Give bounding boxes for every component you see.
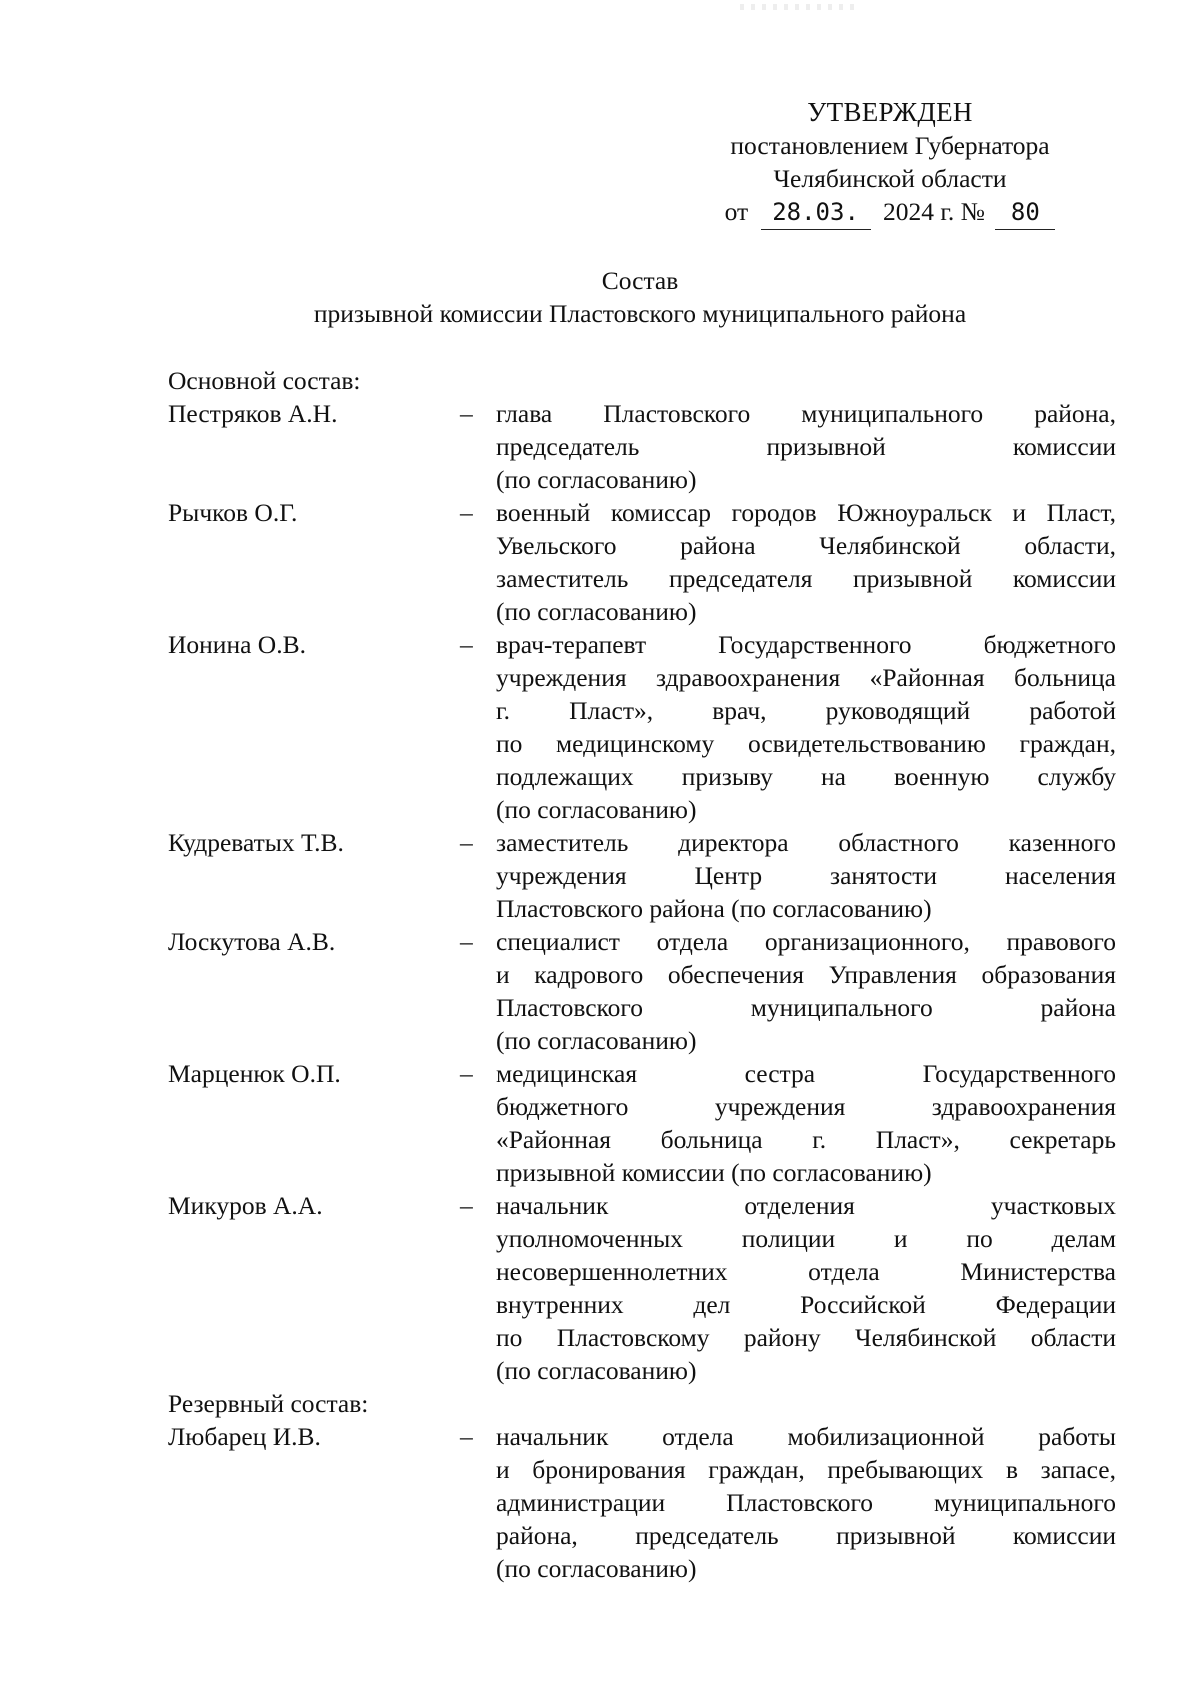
member-name: Любарец И.В. (168, 1422, 321, 1451)
member-position-line: учреждения Центр занятости населения (496, 861, 1116, 890)
approval-date: 28.03. (761, 196, 871, 230)
member-position-line: уполномоченных полиции и по делам (496, 1224, 1116, 1253)
title-line-1: Состав (601, 266, 679, 295)
member-row (168, 826, 1118, 925)
member-position (496, 397, 1116, 496)
member-row (168, 1189, 1118, 1387)
member-position-line: глава Пластовского муниципального района, (496, 399, 1116, 428)
member-position-line: подлежащих призыву на военную службу (496, 762, 1116, 791)
member-position-line: Пластовского муниципального района (496, 993, 1116, 1022)
document-title (150, 264, 1130, 330)
member-name: Рычков О.Г. (168, 498, 298, 527)
member-position (496, 628, 1116, 826)
member-position (496, 1420, 1116, 1585)
member-position (496, 826, 1116, 925)
member-row (168, 1420, 1118, 1585)
member-position-line: и кадрового обеспечения Управления образования (496, 960, 1116, 989)
member-dash: – (460, 399, 473, 428)
approval-from-prefix: от (724, 197, 749, 226)
member-dash: – (460, 1059, 473, 1088)
main-section-label: Основной состав: (168, 366, 361, 395)
member-row (168, 628, 1118, 826)
member-position-line: г. Пласт», врач, руководящий работой (496, 696, 1116, 725)
member-name: Ионина О.В. (168, 630, 306, 659)
member-row (168, 1057, 1118, 1189)
member-position-line: администрации Пластовского муниципального (496, 1488, 1116, 1517)
member-row (168, 496, 1118, 628)
member-row (168, 397, 1118, 496)
member-position-line: Пластовского района (по согласованию) (496, 894, 932, 923)
member-name: Кудреватых Т.В. (168, 828, 344, 857)
member-name: Марценюк О.П. (168, 1059, 341, 1088)
member-dash: – (460, 828, 473, 857)
approval-year: 2024 г. № (882, 197, 985, 226)
approval-line-1: постановлением Губернатора (730, 131, 1050, 160)
reserve-members-list (168, 1420, 1118, 1585)
member-dash: – (460, 1191, 473, 1220)
member-position-line: (по согласованию) (496, 1356, 697, 1385)
scan-artifact (740, 4, 860, 10)
member-name: Пестряков А.Н. (168, 399, 338, 428)
member-position-line: (по согласованию) (496, 465, 697, 494)
approval-stamp-block (680, 96, 1100, 230)
member-position (496, 1057, 1116, 1189)
member-position-line: начальник отделения участковых (496, 1191, 1116, 1220)
member-position-line: и бронирования граждан, пребывающих в запасе, (496, 1455, 1116, 1484)
member-dash: – (460, 1422, 473, 1451)
approval-line-2: Челябинской области (773, 164, 1007, 193)
member-position-line: начальник отдела мобилизационной работы (496, 1422, 1116, 1451)
member-position-line: несовершеннолетних отдела Министерства (496, 1257, 1116, 1286)
member-position (496, 1189, 1116, 1387)
member-position-line: (по согласованию) (496, 597, 697, 626)
member-position-line: военный комиссар городов Южноуральск и Пласт, (496, 498, 1116, 527)
member-position-line: учреждения здравоохранения «Районная больница (496, 663, 1116, 692)
member-position-line: бюджетного учреждения здравоохранения (496, 1092, 1116, 1121)
reserve-section-label: Резервный состав: (168, 1389, 369, 1418)
member-position-line: (по согласованию) (496, 1026, 697, 1055)
member-dash: – (460, 927, 473, 956)
member-position-line: внутренних дел Российской Федерации (496, 1290, 1116, 1319)
member-position (496, 925, 1116, 1057)
member-row (168, 925, 1118, 1057)
commission-roster (168, 364, 1118, 1585)
member-name: Микуров А.А. (168, 1191, 323, 1220)
member-position-line: (по согласованию) (496, 1554, 697, 1583)
title-line-2: призывной комиссии Пластовского муниципального района (313, 299, 967, 328)
member-position-line: председатель призывной комиссии (496, 432, 1116, 461)
approval-heading: УТВЕРЖДЕН (807, 97, 973, 127)
member-position-line: призывной комиссии (по согласованию) (496, 1158, 932, 1187)
member-position-line: по медицинскому освидетельствованию граждан, (496, 729, 1116, 758)
member-position-line: «Районная больница г. Пласт», секретарь (496, 1125, 1116, 1154)
member-position-line: медицинская сестра Государственного (496, 1059, 1116, 1088)
member-position-line: по Пластовскому району Челябинской области (496, 1323, 1116, 1352)
member-position-line: заместитель директора областного казенного (496, 828, 1116, 857)
member-position-line: (по согласованию) (496, 795, 697, 824)
member-position-line: врач-терапевт Государственного бюджетного (496, 630, 1116, 659)
member-position-line: специалист отдела организационного, правового (496, 927, 1116, 956)
member-name: Лоскутова А.В. (168, 927, 336, 956)
main-members-list (168, 397, 1118, 1387)
approval-number: 80 (995, 196, 1055, 230)
member-position-line: района, председатель призывной комиссии (496, 1521, 1116, 1550)
member-position-line: заместитель председателя призывной комиссии (496, 564, 1116, 593)
member-dash: – (460, 630, 473, 659)
member-dash: – (460, 498, 473, 527)
member-position-line: Увельского района Челябинской области, (496, 531, 1116, 560)
approval-date-line (680, 195, 1100, 230)
member-position (496, 496, 1116, 628)
